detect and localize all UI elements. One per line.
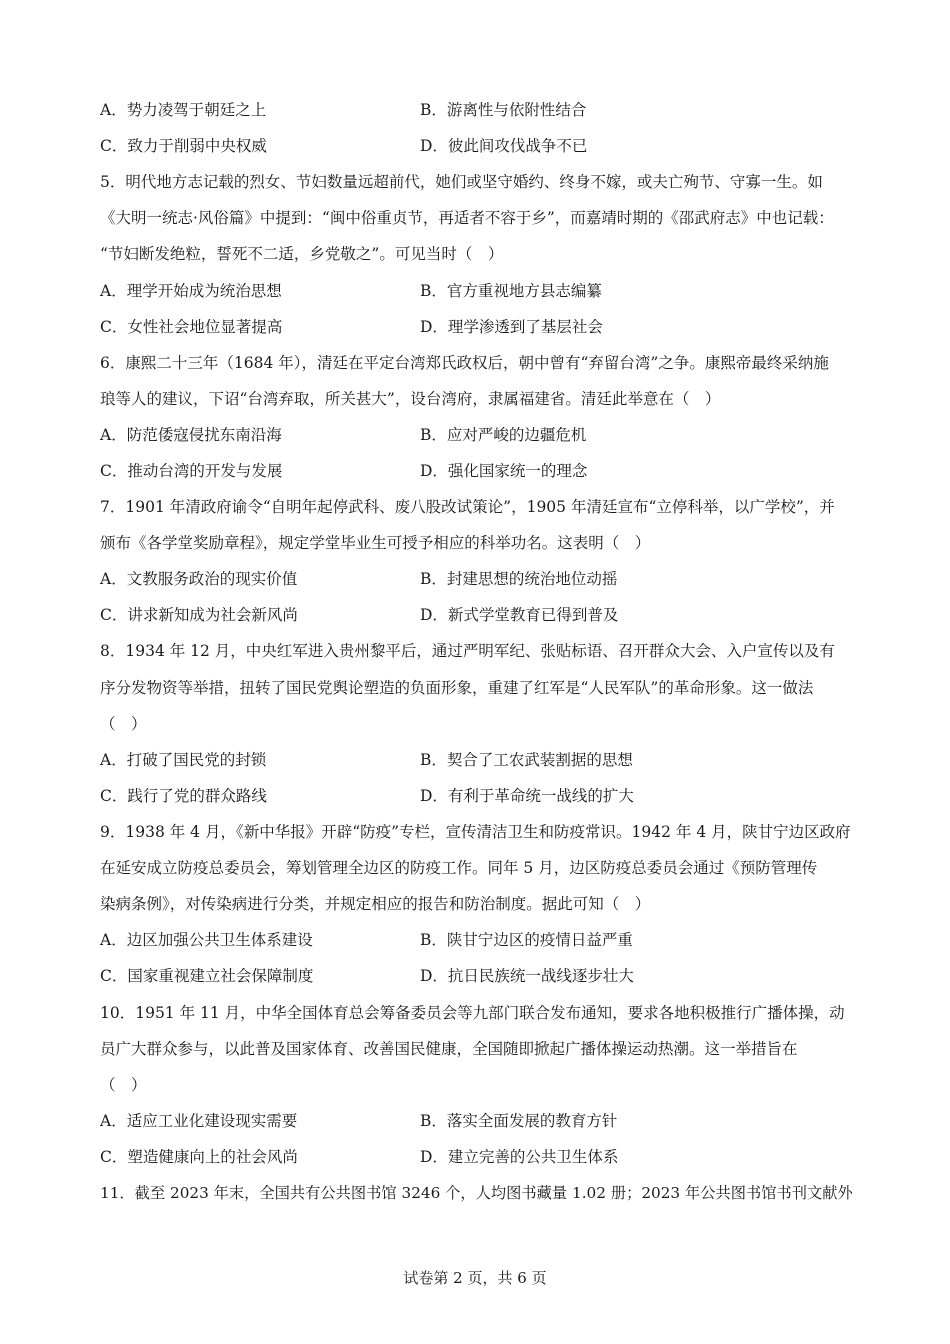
q10-option-b: B．落实全面发展的教育方针 <box>420 1112 618 1130</box>
q10-option-c: C．塑造健康向上的社会风尚 <box>100 1148 298 1166</box>
q5-option-d: D．理学渗透到了基层社会 <box>420 318 603 336</box>
q7-option-d: D．新式学堂教育已得到普及 <box>420 606 619 624</box>
q7-option-a: A．文教服务政治的现实价值 <box>100 570 298 588</box>
q8-option-a: A．打破了国民党的封锁 <box>100 751 267 769</box>
q6-stem-line: 琅等人的建议，下诏“台湾弃取，所关甚大”，设台湾府，隶属福建省。清廷此举意在（ ） <box>100 390 721 408</box>
q7-stem-line: 颁布《各学堂奖励章程》，规定学堂毕业生可授予相应的科举功名。这表明（ ） <box>100 534 651 552</box>
q5-stem-line: 5．明代地方志记载的烈女、节妇数量远超前代，她们或坚守婚约、终身不嫁，或夫亡殉节、守寡一生。如 <box>100 173 823 191</box>
q4-option-c: C．致力于削弱中央权威 <box>100 137 267 155</box>
q10-option-a: A．适应工业化建设现实需要 <box>100 1112 298 1130</box>
q5-option-c: C．女性社会地位显著提高 <box>100 318 283 336</box>
q10-stem-line: 员广大群众参与，以此普及国家体育、改善国民健康，全国随即掀起广播体操运动热潮。这一举措旨在 <box>100 1040 798 1058</box>
q9-option-d: D．抗日民族统一战线逐步壮大 <box>420 967 634 985</box>
q4-option-d: D．彼此间攻伐战争不已 <box>420 137 588 155</box>
q10-stem-line: （ ） <box>100 1076 147 1094</box>
page-footer: 试卷第 2 页，共 6 页 <box>403 1269 547 1287</box>
q11-stem-line: 11．截至 2023 年末，全国共有公共图书馆 3246 个，人均图书藏量 1.02 册；2023 年公共图书馆书刊文献外 <box>100 1184 853 1202</box>
q6-option-b: B．应对严峻的边疆危机 <box>420 426 587 444</box>
q8-option-d: D．有利于革命统一战线的扩大 <box>420 787 634 805</box>
q6-option-d: D．强化国家统一的理念 <box>420 462 588 480</box>
q7-option-c: C．讲求新知成为社会新风尚 <box>100 606 298 624</box>
q6-option-c: C．推动台湾的开发与发展 <box>100 462 283 480</box>
q10-stem-line: 10．1951 年 11 月，中华全国体育总会筹备委员会等九部门联合发布通知，要求各地积极推行广播体操，动 <box>100 1004 845 1022</box>
q10-option-d: D．建立完善的公共卫生体系 <box>420 1148 619 1166</box>
q8-stem-line: （ ） <box>100 715 147 733</box>
q4-option-a: A．势力凌驾于朝廷之上 <box>100 101 267 119</box>
q9-stem-line: 染病条例》，对传染病进行分类，并规定相应的报告和防治制度。据此可知（ ） <box>100 895 651 913</box>
q5-option-a: A．理学开始成为统治思想 <box>100 282 282 300</box>
q8-stem-line: 序分发物资等举措，扭转了国民党舆论塑造的负面形象，重建了红军是“人民军队”的革命形象。这一做法 <box>100 679 814 697</box>
q5-stem-line: “节妇断发绝粒，誓死不二适，乡党敬之”。可见当时（ ） <box>100 245 504 263</box>
q4-option-b: B．游离性与依附性结合 <box>420 101 587 119</box>
q9-stem-line: 9．1938 年 4 月，《新中华报》开辟“防疫”专栏，宣传清洁卫生和防疫常识。1942 年 4 月，陕甘宁边区政府 <box>100 823 851 841</box>
q8-stem-line: 8．1934 年 12 月，中央红军进入贵州黎平后，通过严明军纪、张贴标语、召开群众大会、入户宣传以及有 <box>100 642 835 660</box>
q7-stem-line: 7．1901 年清政府谕令“自明年起停武科、废八股改试策论”，1905 年清廷宣布“立停科举，以广学校”，并 <box>100 498 835 516</box>
q9-stem-line: 在延安成立防疫总委员会，筹划管理全边区的防疫工作。同年 5 月，边区防疫总委员会通过《预防管理传 <box>100 859 818 877</box>
q5-option-b: B．官方重视地方县志编纂 <box>420 282 602 300</box>
q9-option-b: B．陕甘宁边区的疫情日益严重 <box>420 931 633 949</box>
q8-option-c: C．践行了党的群众路线 <box>100 787 267 805</box>
q5-stem-line: 《大明一统志·风俗篇》中提到：“闽中俗重贞节，再适者不容于乡”，而嘉靖时期的《邵武府志》中也记载： <box>100 209 834 227</box>
q9-option-c: C．国家重视建立社会保障制度 <box>100 967 314 985</box>
q6-option-a: A．防范倭寇侵扰东南沿海 <box>100 426 282 444</box>
q9-option-a: A．边区加强公共卫生体系建设 <box>100 931 313 949</box>
q6-stem-line: 6．康熙二十三年（1684 年），清廷在平定台湾郑氏政权后，朝中曾有“弃留台湾”之争。康熙帝最终采纳施 <box>100 354 829 372</box>
q7-option-b: B．封建思想的统治地位动摇 <box>420 570 618 588</box>
q8-option-b: B．契合了工农武装割据的思想 <box>420 751 633 769</box>
